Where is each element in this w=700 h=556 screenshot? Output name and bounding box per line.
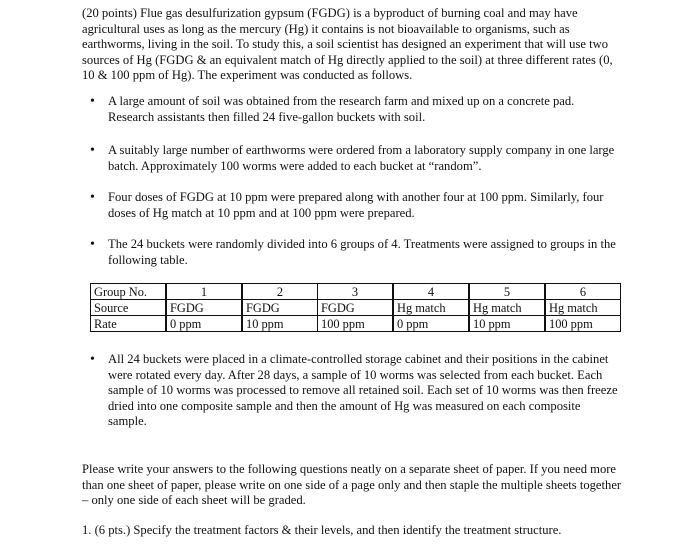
bullet-groups	[90, 237, 618, 268]
rate-cell: 100 ppm	[318, 316, 394, 332]
source-cell: FGDG	[242, 300, 318, 316]
source-cell: Hg match	[469, 300, 545, 316]
instructions-paragraph: Please write your answers to the following questions neatly on a separate sheet of paper. If you need more than one sheet of paper, please write on one side of a page only and then staple the multiple sheets together – only one side of each sheet will be graded.	[82, 462, 622, 507]
bullet-text: A suitably large number of earthworms were ordered from a laboratory supply company in one large batch. Approximately 100 worms were added to each bucket at “random”.	[108, 143, 615, 173]
group-cell: 5	[469, 284, 545, 300]
bullet-earthworms	[90, 143, 618, 174]
rate-cell: 10 ppm	[242, 316, 318, 332]
bullet-text: All 24 buckets were placed in a climate-controlled storage cabinet and their positions in the cabinet were rotated every day. After 28 days, a sample of 10 worms was selected from each bucket. Each sample of 10 worms was processed to remove all retained soil. Each set of 10 worms was then freeze dried into one composite sample and then the amount of Hg was measured on each composite sample.	[108, 352, 618, 428]
table-row-rate	[91, 316, 621, 332]
bullet-doses	[90, 190, 618, 221]
source-cell: Hg match	[545, 300, 621, 316]
bullet-dot: •	[90, 190, 95, 205]
bullet-dot: •	[90, 237, 95, 252]
bullet-storage-and-sampling	[90, 352, 618, 430]
question-1: 1. (6 pts.) Specify the treatment factors & their levels, and then identify the treatment structure.	[82, 523, 562, 537]
source-cell: Hg match	[393, 300, 469, 316]
rate-cell: 0 ppm	[393, 316, 469, 332]
intro-paragraph: (20 points) Flue gas desulfurization gypsum (FGDG) is a byproduct of burning coal and may have agricultural uses as long as the mercury (Hg) it contains is not bioavailable to organisms, such as earthworms, living in the soil. To study this, a soil scientist has designed an experiment that will use two sources of Hg (FGDG & an equivalent match of Hg directly applied to the soil) at three different rates (0, 10 & 100 ppm of Hg). The experiment was conducted as follows.	[82, 6, 613, 82]
group-cell: 4	[393, 284, 469, 300]
row-header-source: Source	[91, 300, 167, 316]
row-header-rate: Rate	[91, 316, 167, 332]
bullet-dot: •	[90, 94, 95, 109]
table-row-source	[91, 300, 621, 316]
group-cell: 6	[545, 284, 621, 300]
bullet-text: A large amount of soil was obtained from the research farm and mixed up on a concrete pad. Research assistants then filled 24 five-gallon buckets with soil.	[108, 94, 575, 124]
group-cell: 3	[318, 284, 394, 300]
rate-cell: 0 ppm	[166, 316, 242, 332]
rate-cell: 10 ppm	[469, 316, 545, 332]
table-row-group	[91, 284, 621, 300]
bullet-text: The 24 buckets were randomly divided into 6 groups of 4. Treatments were assigned to groups in the following table.	[108, 237, 616, 267]
bullet-text: Four doses of FGDG at 10 ppm were prepared along with another four at 100 ppm. Similarly, four doses of Hg match at 10 ppm and at 100 ppm were prepared.	[108, 190, 604, 220]
source-cell: FGDG	[318, 300, 394, 316]
bullet-dot: •	[90, 352, 95, 367]
treatment-table	[90, 283, 621, 332]
group-cell: 2	[242, 284, 318, 300]
source-cell: FGDG	[166, 300, 242, 316]
rate-cell: 100 ppm	[545, 316, 621, 332]
row-header-group: Group No.	[91, 284, 167, 300]
group-cell: 1	[166, 284, 242, 300]
bullet-dot: •	[90, 143, 95, 158]
bullet-soil-preparation	[90, 94, 618, 125]
